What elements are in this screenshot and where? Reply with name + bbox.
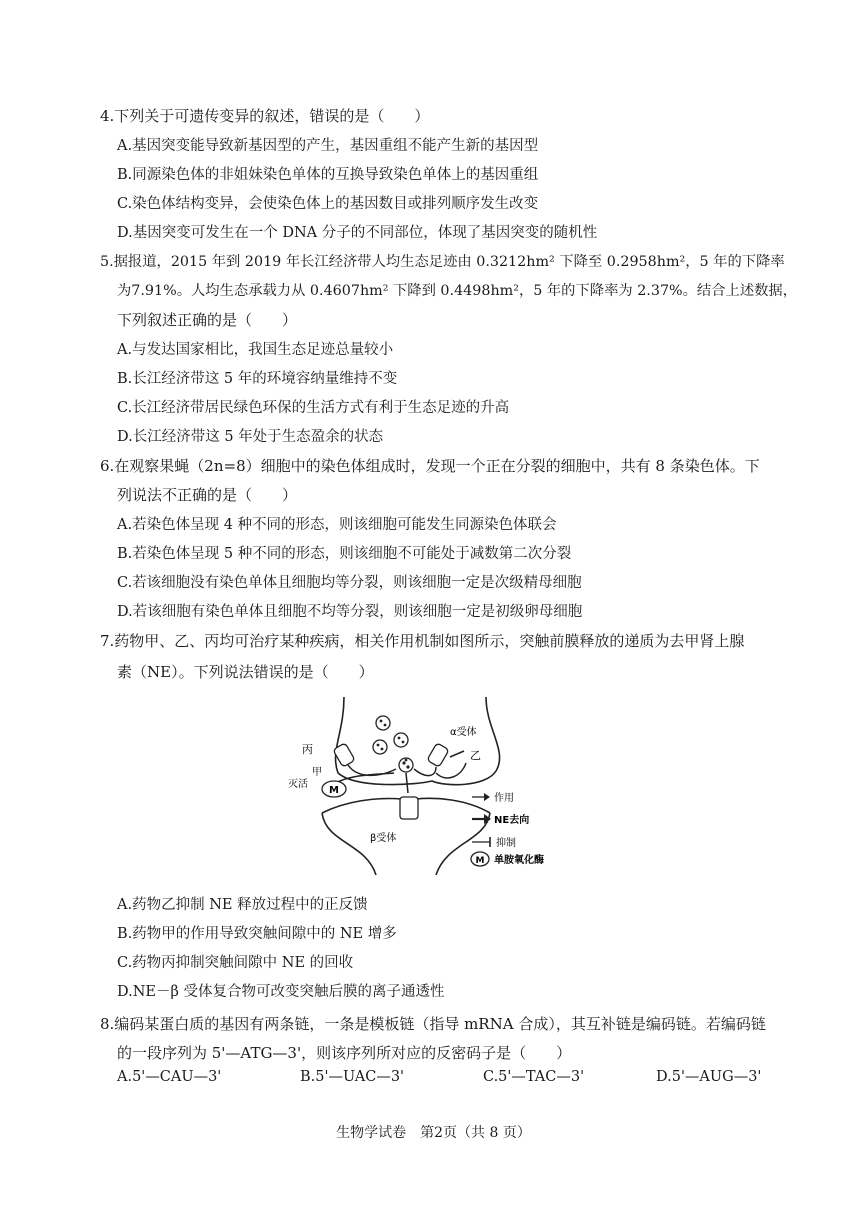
q7-stem-line2: 素（NE）。下列说法错误的是（ ） xyxy=(117,663,374,681)
q6-option-a: A.若染色体呈现 4 种不同的形态，则该细胞可能发生同源染色体联会 xyxy=(117,517,557,533)
q4-option-d: D.基因突变可发生在一个 DNA 分子的不同部位，体现了基因突变的随机性 xyxy=(117,225,598,241)
q7-option-c: C.药物丙抑制突触间隙中 NE 的回收 xyxy=(117,955,354,971)
label-yi: 乙 xyxy=(470,749,481,762)
q4-option-c: C.染色体结构变异，会使染色体上的基因数目或排列顺序发生改变 xyxy=(117,196,539,212)
q6-option-d: D.若该细胞有染色单体且细胞不均等分裂，则该细胞一定是初级卵母细胞 xyxy=(117,604,583,620)
beta-receptor xyxy=(400,797,418,819)
q5-stem-line2: 为7.91%。人均生态承载力从 0.4607hm² 下降到 0.4498hm²，5 年的下降率为 2.37%。结合上述数据， xyxy=(117,283,798,299)
legend-action: 作用 xyxy=(494,793,514,804)
label-bing: 丙 xyxy=(302,743,313,756)
q6-option-b: B.若染色体呈现 5 种不同的形态，则该细胞不可能处于减数第二次分裂 xyxy=(117,546,572,562)
q6-option-c: C.若该细胞没有染色单体且细胞均等分裂，则该细胞一定是次级精母细胞 xyxy=(117,575,582,591)
legend-mao: 单胺氧化酶 xyxy=(494,855,544,866)
legend-inhibit: 抑制 xyxy=(496,838,516,849)
q5-stem-line1: 5.据报道，2015 年到 2019 年长江经济带人均生态足迹由 0.3212hm² 下降至 0.2958hm²，5 年的下降率 xyxy=(100,254,785,270)
q6-stem-line1: 6.在观察果蝇（2n=8）细胞中的染色体组成时，发现一个正在分裂的细胞中，共有 8 条染色体。下 xyxy=(100,457,760,475)
label-beta-receptor: β受体 xyxy=(370,833,397,844)
q5-option-a: A.与发达国家相比，我国生态足迹总量较小 xyxy=(117,342,394,358)
q4-option-a: A.基因突变能导致新基因型的产生，基因重组不能产生新的基因型 xyxy=(117,138,539,154)
synapse-diagram xyxy=(286,693,586,875)
q5-option-b: B.长江经济带这 5 年的环境容纳量维持不变 xyxy=(117,371,398,387)
q7-stem-line1: 7.药物甲、乙、丙均可治疗某种疾病，相关作用机制如图所示，突触前膜释放的递质为去甲肾上腺 xyxy=(100,632,745,650)
q5-stem-line3: 下列叙述正确的是（ ） xyxy=(117,311,298,329)
q8-option-a: A.5'—CAU—3' xyxy=(117,1069,222,1085)
q5-option-c: C.长江经济带居民绿色环保的生活方式有利于生态足迹的升高 xyxy=(117,400,510,416)
q8-stem-line2: 的一段序列为 5'—ATG—3'，则该序列所对应的反密码子是（ ） xyxy=(117,1044,572,1062)
vesicles xyxy=(373,716,413,772)
legend-enzyme-symbol: M xyxy=(475,856,485,866)
q7-option-b: B.药物甲的作用导致突触间隙中的 NE 增多 xyxy=(117,926,397,942)
label-alpha-receptor: α受体 xyxy=(450,727,477,738)
q8-option-b: B.5'—UAC—3' xyxy=(300,1069,405,1085)
q8-option-c: C.5'—TAC—3' xyxy=(483,1069,585,1085)
q6-stem-line2: 列说法不正确的是（ ） xyxy=(117,486,298,504)
q8-option-d: D.5'—AUG—3' xyxy=(656,1069,762,1085)
page-footer: 生物学试卷 第2页（共 8 页） xyxy=(336,1125,531,1141)
enzyme-symbol: M xyxy=(329,785,339,796)
legend-ne-direction: NE去向 xyxy=(494,815,530,826)
q4-stem: 4.下列关于可遗传变异的叙述，错误的是（ ） xyxy=(100,107,430,125)
label-miehuo: 灭活 xyxy=(288,779,308,790)
q8-stem-line1: 8.编码某蛋白质的基因有两条链，一条是模板链（指导 mRNA 合成），其互补链是编码链。若编码链 xyxy=(100,1015,766,1033)
label-jia: 甲 xyxy=(312,767,322,778)
q7-option-d: D.NE－β 受体复合物可改变突触后膜的离子通透性 xyxy=(117,984,445,1000)
alpha-receptor xyxy=(427,743,449,767)
q4-option-b: B.同源染色体的非姐妹染色单体的互换导致染色单体上的基因重组 xyxy=(117,167,539,183)
q7-option-a: A.药物乙抑制 NE 释放过程中的正反馈 xyxy=(117,897,368,913)
q5-option-d: D.长江经济带这 5 年处于生态盈余的状态 xyxy=(117,429,384,445)
